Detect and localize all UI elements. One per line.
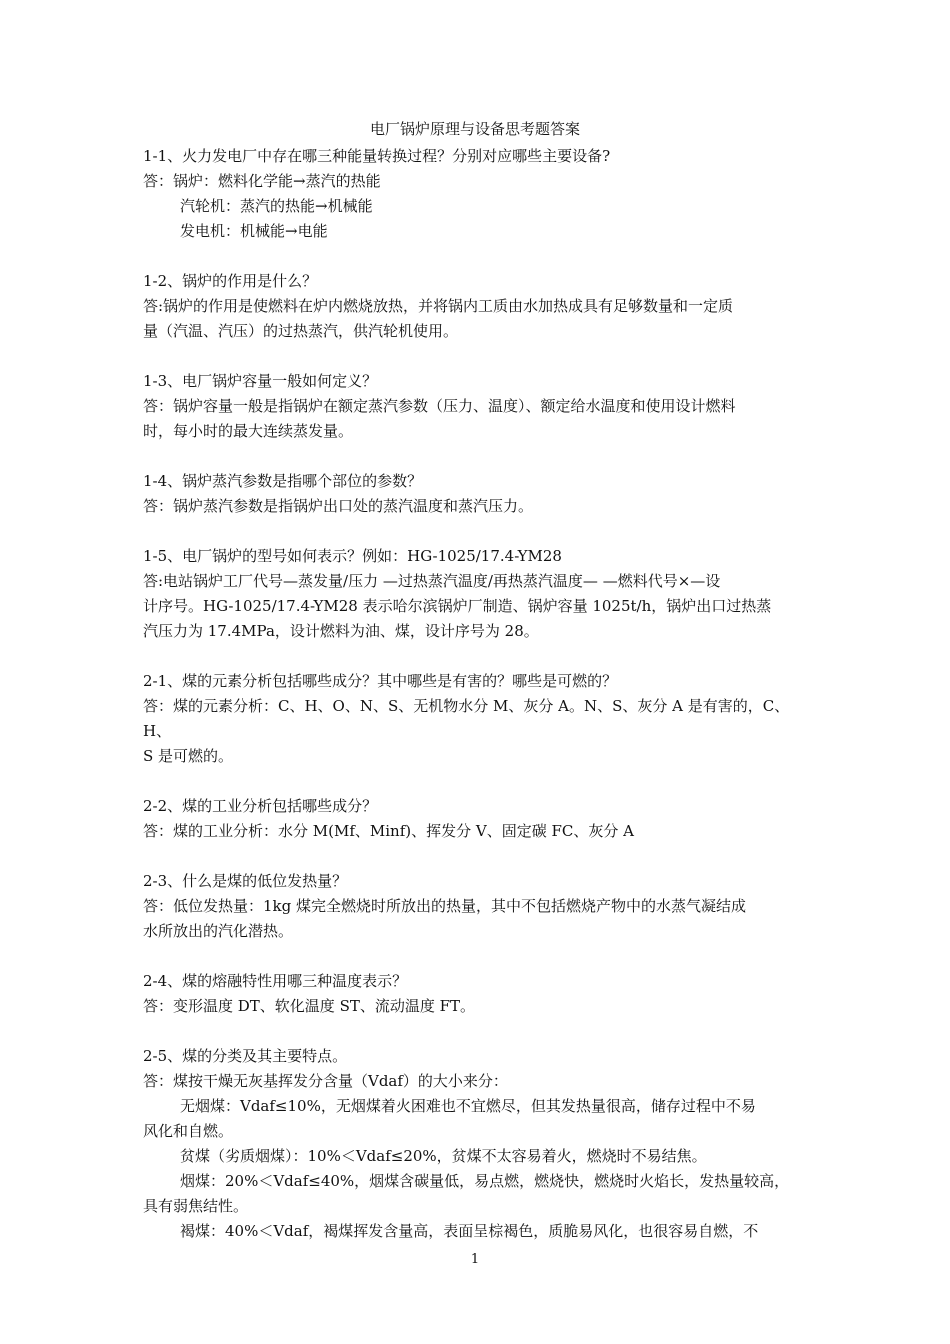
question-line: 2-5、煤的分类及其主要特点。 [143,1047,348,1065]
qa-section [143,269,811,344]
question-line: 2-2、煤的工业分析包括哪些成分？ [143,797,378,815]
paragraph-spacer [143,944,811,969]
answer-line: 时，每小时的最大连续蒸发量。 [143,422,354,440]
paragraph-spacer [143,1019,811,1044]
qa-section [143,1044,811,1244]
answer-line: 具有弱焦结性。 [143,1197,249,1215]
answer-line: 答：锅炉蒸汽参数是指锅炉出口处的蒸汽温度和蒸汽压力。 [143,497,534,515]
answer-line: 量（汽温、汽压）的过热蒸汽，供汽轮机使用。 [143,322,459,340]
answer-line: 褐煤：40%＜Vdaf，褐煤挥发含量高，表面呈棕褐色，质脆易风化，也很容易自燃，不 [180,1222,759,1240]
paragraph-spacer [143,769,811,794]
answer-line: 答：煤按干燥无灰基挥发分含量（Vdaf）的大小来分： [143,1072,508,1090]
answer-line: 烟煤：20%＜Vdaf≤40%，烟煤含碳量低，易点燃，燃烧快，燃烧时火焰长，发热量较高， [180,1172,790,1190]
paragraph-spacer [143,244,811,269]
answer-line: 水所放出的汽化潜热。 [143,922,294,940]
answer-line: 答:电站锅炉工厂代号—蒸发量/压力 —过热蒸汽温度/再热蒸汽温度— —燃料代号×—设 [143,572,721,590]
answer-line: 贫煤（劣质烟煤）：10%＜Vdaf≤20%，贫煤不太容易着火，燃烧时不易结焦。 [180,1147,707,1165]
answer-line: 答：锅炉：燃料化学能→蒸汽的热能 [143,172,381,190]
answer-line: 计序号。HG-1025/17.4-YM28 表示哈尔滨锅炉厂制造、锅炉容量 1025t/h，锅炉出口过热蒸 [143,597,772,615]
question-line: 1-5、电厂锅炉的型号如何表示？例如：HG-1025/17.4-YM28 [143,547,562,565]
answer-line: 答：煤的元素分析：C、H、O、N、S、无机物水分 M、灰分 A。N、S、灰分 A 是有害的，C、H、 [143,697,790,740]
document-title: 电厂锅炉原理与设备思考题答案 [369,120,580,138]
answer-line: 发电机：机械能→电能 [180,222,328,240]
question-line: 1-2、锅炉的作用是什么？ [143,272,318,290]
answer-line: 答：变形温度 DT、软化温度 ST、流动温度 FT。 [143,997,476,1015]
question-line: 1-1、火力发电厂中存在哪三种能量转换过程？分别对应哪些主要设备? [143,147,611,165]
paragraph-spacer [143,844,811,869]
answer-line: 汽压力为 17.4MPa，设计燃料为油、煤，设计序号为 28。 [143,622,539,640]
answer-line: S 是可燃的。 [143,747,234,765]
paragraph-spacer [143,444,811,469]
qa-section [143,669,811,769]
question-line: 2-1、煤的元素分析包括哪些成分？其中哪些是有害的？哪些是可燃的？ [143,672,618,690]
qa-section [143,969,811,1019]
question-line: 2-3、什么是煤的低位发热量？ [143,872,348,890]
answer-line: 答：低位发热量：1kg 煤完全燃烧时所放出的热量，其中不包括燃烧产物中的水蒸气凝结成 [143,897,747,915]
answer-line: 风化和自燃。 [143,1122,234,1140]
answer-line: 汽轮机：蒸汽的热能→机械能 [180,197,373,215]
answer-line: 无烟煤：Vdaf≤10%，无烟煤着火困难也不宜燃尽，但其发热量很高，储存过程中不易 [180,1097,756,1115]
answer-line: 答：锅炉容量一般是指锅炉在额定蒸汽参数（压力、温度）、额定给水温度和使用设计燃料 [143,397,736,415]
document-body [143,144,811,1244]
question-line: 2-4、煤的熔融特性用哪三种温度表示？ [143,972,408,990]
qa-section [143,869,811,944]
paragraph-spacer [143,344,811,369]
qa-section [143,794,811,844]
qa-section [143,544,811,644]
qa-section [143,144,811,244]
answer-line: 答：煤的工业分析：水分 M(Mf、Minf)、挥发分 V、固定碳 FC、灰分 A [143,822,634,840]
question-line: 1-3、电厂锅炉容量一般如何定义？ [143,372,378,390]
paragraph-spacer [143,644,811,669]
answer-line: 答:锅炉的作用是使燃料在炉内燃烧放热，并将锅内工质由水加热成具有足够数量和一定质 [143,297,734,315]
paragraph-spacer [143,519,811,544]
qa-section [143,369,811,444]
page-number: 1 [470,1252,480,1267]
question-line: 1-4、锅炉蒸汽参数是指哪个部位的参数？ [143,472,423,490]
qa-section [143,469,811,519]
